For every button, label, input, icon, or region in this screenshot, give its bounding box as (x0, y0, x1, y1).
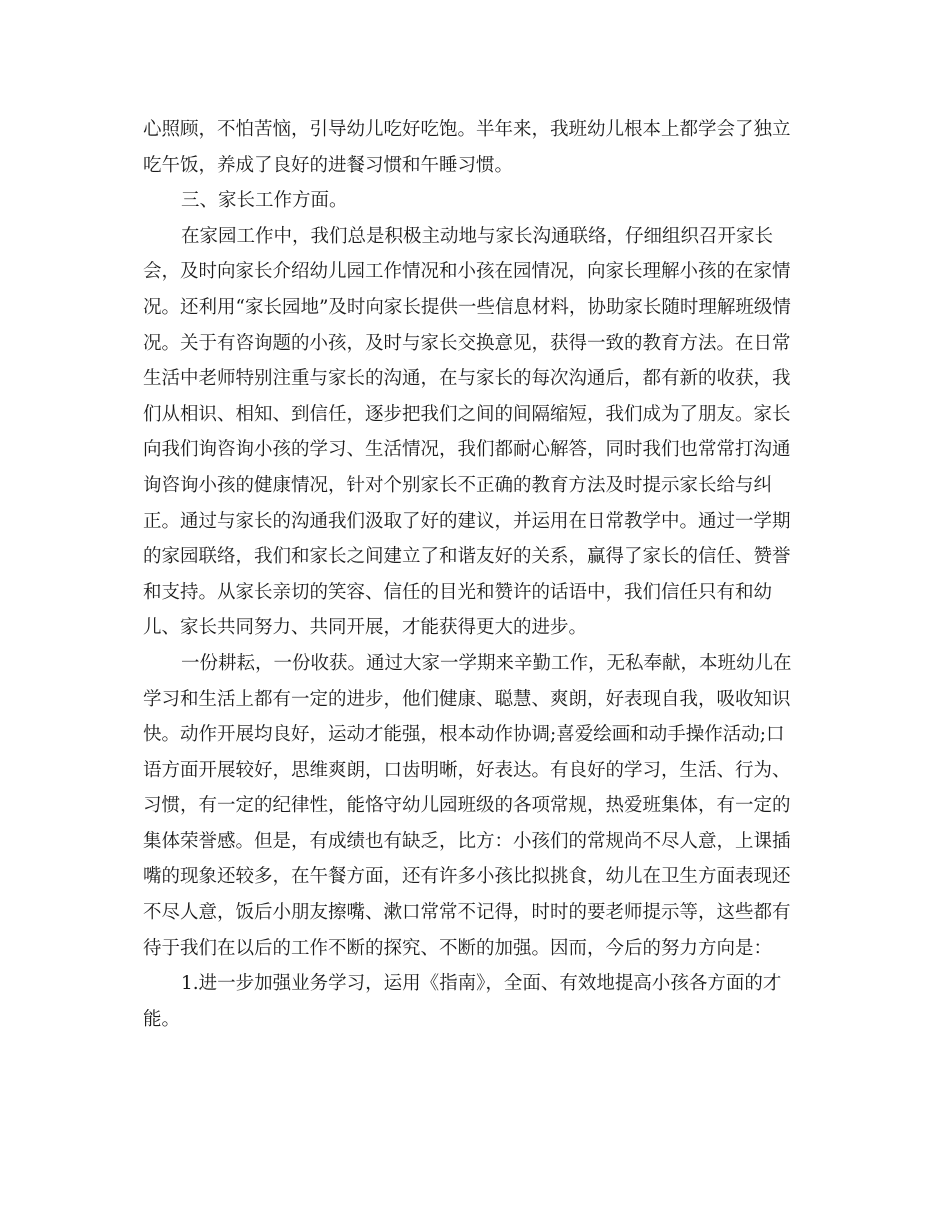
text-line: 心照顾，不怕苦恼，引导幼儿吃好吃饱。半年来，我班幼儿根本上都学会了独立 (143, 119, 791, 140)
text-line: 学习和生活上都有一定的进步，他们健康、聪慧、爽朗，好表现自我，吸收知识 (143, 688, 791, 710)
text-line: 和支持。从家长亲切的笑容、信任的目光和赞许的话语中，我们信任只有和幼 (143, 581, 773, 603)
text-line: 况。关于有咨询题的小孩，及时与家长交换意见，获得一致的教育方法。在日常 (143, 332, 791, 354)
text-line: 的家园联络，我们和家长之间建立了和谐友好的关系，赢得了家长的信任、赞誉 (143, 546, 791, 568)
text-line: 快。动作开展均良好，运动才能强，根本动作协调;喜爱绘画和动手操作活动;口 (143, 724, 785, 746)
text-line: 嘴的现象还较多，在午餐方面，还有许多小孩比拟挑食，幼儿在卫生方面表现还 (143, 866, 791, 888)
text-line: 能。 (143, 1008, 181, 1030)
text-line: 向我们询咨询小孩的学习、生活情况，我们都耐心解答，同时我们也常常打沟通 (143, 439, 791, 461)
text-line: 在家园工作中，我们总是积极主动地与家长沟通联络，仔细组织召开家长 (181, 225, 774, 247)
body-text (143, 112, 811, 1037)
text-line: 1.进一步加强业务学习，运用《指南》，全面、有效地提高小孩各方面的才 (181, 973, 782, 995)
text-line: 集体荣誉感。但是，有成绩也有缺乏，比方：小孩们的常规尚不尽人意，上课插 (143, 830, 791, 852)
text-line: 吃午饭，养成了良好的进餐习惯和午睡习惯。 (143, 154, 514, 176)
text-line: 询咨询小孩的健康情况，针对个别家长不正确的教育方法及时提示家长给与纠 (143, 474, 773, 496)
text-line: 儿、家长共同努力、共同开展，才能获得更大的进步。 (143, 617, 588, 639)
text-line: 习惯，有一定的纪律性，能恪守幼儿园班级的各项常规，热爱班集体，有一定的 (143, 795, 791, 817)
text-line: 一份耕耘，一份收获。通过大家一学期来辛勤工作，无私奉献，本班幼儿在 (181, 652, 792, 674)
text-line: 三、家长工作方面。 (181, 190, 348, 212)
text-line: 不尽人意，饭后小朋友擦嘴、漱口常常不记得，时时的要老师提示等，这些都有 (143, 902, 791, 924)
text-line: 生活中老师特别注重与家长的沟通，在与家长的每次沟通后，都有新的收获，我 (143, 368, 791, 390)
text-line: 会，及时向家长介绍幼儿园工作情况和小孩在园情况，向家长理解小孩的在家情 (143, 261, 791, 283)
text-line: 正。通过与家长的沟通我们汲取了好的建议，并运用在日常教学中。通过一学期 (143, 510, 791, 532)
text-line: 待于我们在以后的工作不断的探究、不断的加强。因而，今后的努力方向是： (143, 937, 773, 959)
text-line: 况。还利用“家长园地”及时向家长提供一些信息材料，协助家长随时理解班级情 (143, 296, 791, 318)
text-line: 们从相识、相知、到信任，逐步把我们之间的间隔缩短，我们成为了朋友。家长 (143, 403, 791, 425)
text-line: 语方面开展较好，思维爽朗，口齿明晰，好表达。有良好的学习，生活、行为、 (143, 759, 791, 781)
